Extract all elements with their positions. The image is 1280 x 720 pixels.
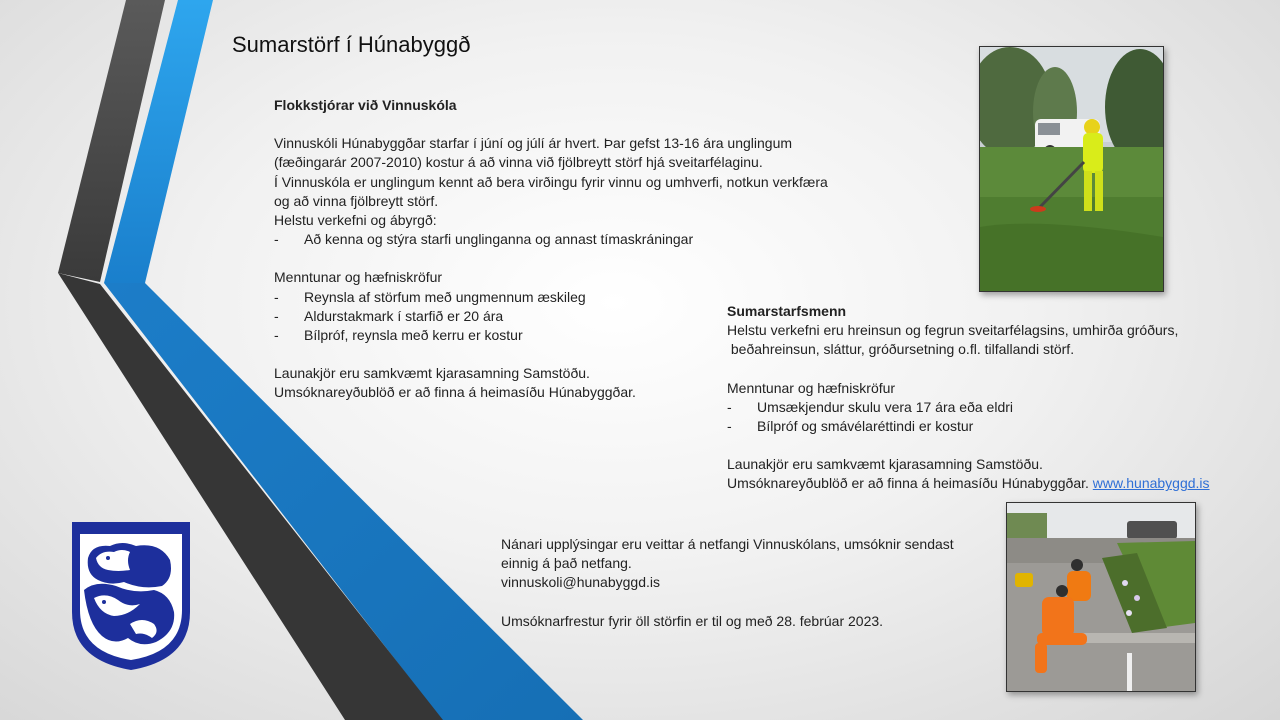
vinnuskoli-forms: Umsóknareyðublöð er að finna á heimasíðu Húnabyggðar. bbox=[274, 384, 636, 401]
vinnuskoli-intro-line: og að vinna fjölbreytt störf. bbox=[274, 192, 439, 209]
photo-grass-trimming-image bbox=[980, 47, 1163, 291]
requirement-text: Umsækjendur skulu vera 17 ára eða eldri bbox=[757, 398, 1014, 415]
vinnuskoli-pay: Launakjör eru samkvæmt kjarasamning Samstöðu. bbox=[274, 365, 590, 382]
sumarstarfsmenn-pay: Launakjör eru samkvæmt kjarasamning Samstöðu. bbox=[727, 456, 1043, 473]
bullet-dash: - bbox=[274, 327, 279, 344]
vinnuskoli-intro-line: Vinnuskóli Húnabyggðar starfar í júní og júlí ár hvert. Þar gefst 13-16 ára unglingum bbox=[274, 135, 793, 152]
photo-grass-trimming bbox=[979, 46, 1164, 292]
sumarstarfsmenn-intro-line: beðahreinsun, sláttur, gróðursetning o.fl. tilfallandi störf. bbox=[727, 341, 1075, 358]
task-text: Að kenna og stýra starfi unglinganna og annast tímaskráningar bbox=[304, 231, 694, 248]
requirement-text: Reynsla af störfum með ungmennum æskileg bbox=[304, 288, 586, 305]
contact-section bbox=[501, 535, 1001, 631]
photo-flowerbed-weeding-image bbox=[1007, 503, 1195, 691]
list-item bbox=[274, 230, 874, 249]
contact-line: Nánari upplýsingar eru veittar á netfangi Vinnuskólans, umsóknir sendast bbox=[501, 536, 954, 552]
vinnuskoli-tasks-heading: Helstu verkefni og ábyrgð: bbox=[274, 212, 437, 229]
vinnuskoli-intro-line: Í Vinnuskóla er unglingum kennt að bera virðingu fyrir vinnu og umhverfi, notkun verkfæra bbox=[274, 173, 828, 190]
bullet-dash: - bbox=[274, 307, 279, 324]
website-link[interactable]: www.hunabyggd.is bbox=[1092, 475, 1210, 492]
list-item bbox=[727, 398, 1247, 417]
contact-email: vinnuskoli@hunabyggd.is bbox=[501, 574, 660, 591]
requirement-text: Bílpróf og smávélaréttindi er kostur bbox=[757, 418, 974, 435]
contact-line: einnig á það netfang. bbox=[501, 555, 632, 572]
vinnuskoli-req-heading: Menntunar og hæfniskröfur bbox=[274, 269, 443, 286]
sumarstarfsmenn-section bbox=[727, 302, 1247, 494]
photo-flowerbed-weeding bbox=[1006, 502, 1196, 692]
sumarstarfsmenn-intro-line: Helstu verkefni eru hreinsun og fegrun sveitarfélagsins, umhirða gróðurs, bbox=[727, 322, 1179, 339]
requirement-text: Bílpróf, reynsla með kerru er kostur bbox=[304, 327, 523, 344]
sumarstarfsmenn-forms-line bbox=[727, 474, 1247, 493]
bullet-dash: - bbox=[274, 231, 279, 248]
page-title: Sumarstörf í Húnabyggð bbox=[232, 32, 471, 57]
bullet-dash: - bbox=[274, 288, 279, 305]
bullet-dash: - bbox=[727, 418, 732, 435]
vinnuskoli-intro-line: (fæðingarár 2007-2010) kostur á að vinna við fjölbreytt störf hjá sveitarfélaginu. bbox=[274, 154, 763, 171]
sumarstarfsmenn-forms: Umsóknareyðublöð er að finna á heimasíðu Húnabyggðar. bbox=[727, 475, 1089, 492]
requirement-text: Aldurstakmark í starfið er 20 ára bbox=[304, 307, 504, 324]
list-item bbox=[727, 417, 1247, 436]
sumarstarfsmenn-heading: Sumarstarfsmenn bbox=[727, 303, 847, 319]
vinnuskoli-heading: Flokkstjórar við Vinnuskóla bbox=[274, 97, 457, 113]
bullet-dash: - bbox=[727, 398, 732, 415]
application-deadline: Umsóknarfrestur fyrir öll störfin er til og með 28. febrúar 2023. bbox=[501, 612, 884, 629]
sumarstarfsmenn-req-heading: Menntunar og hæfniskröfur bbox=[727, 379, 896, 396]
hunabyggd-coat-of-arms-logo bbox=[70, 520, 192, 672]
polar-bear-icon bbox=[70, 520, 192, 672]
